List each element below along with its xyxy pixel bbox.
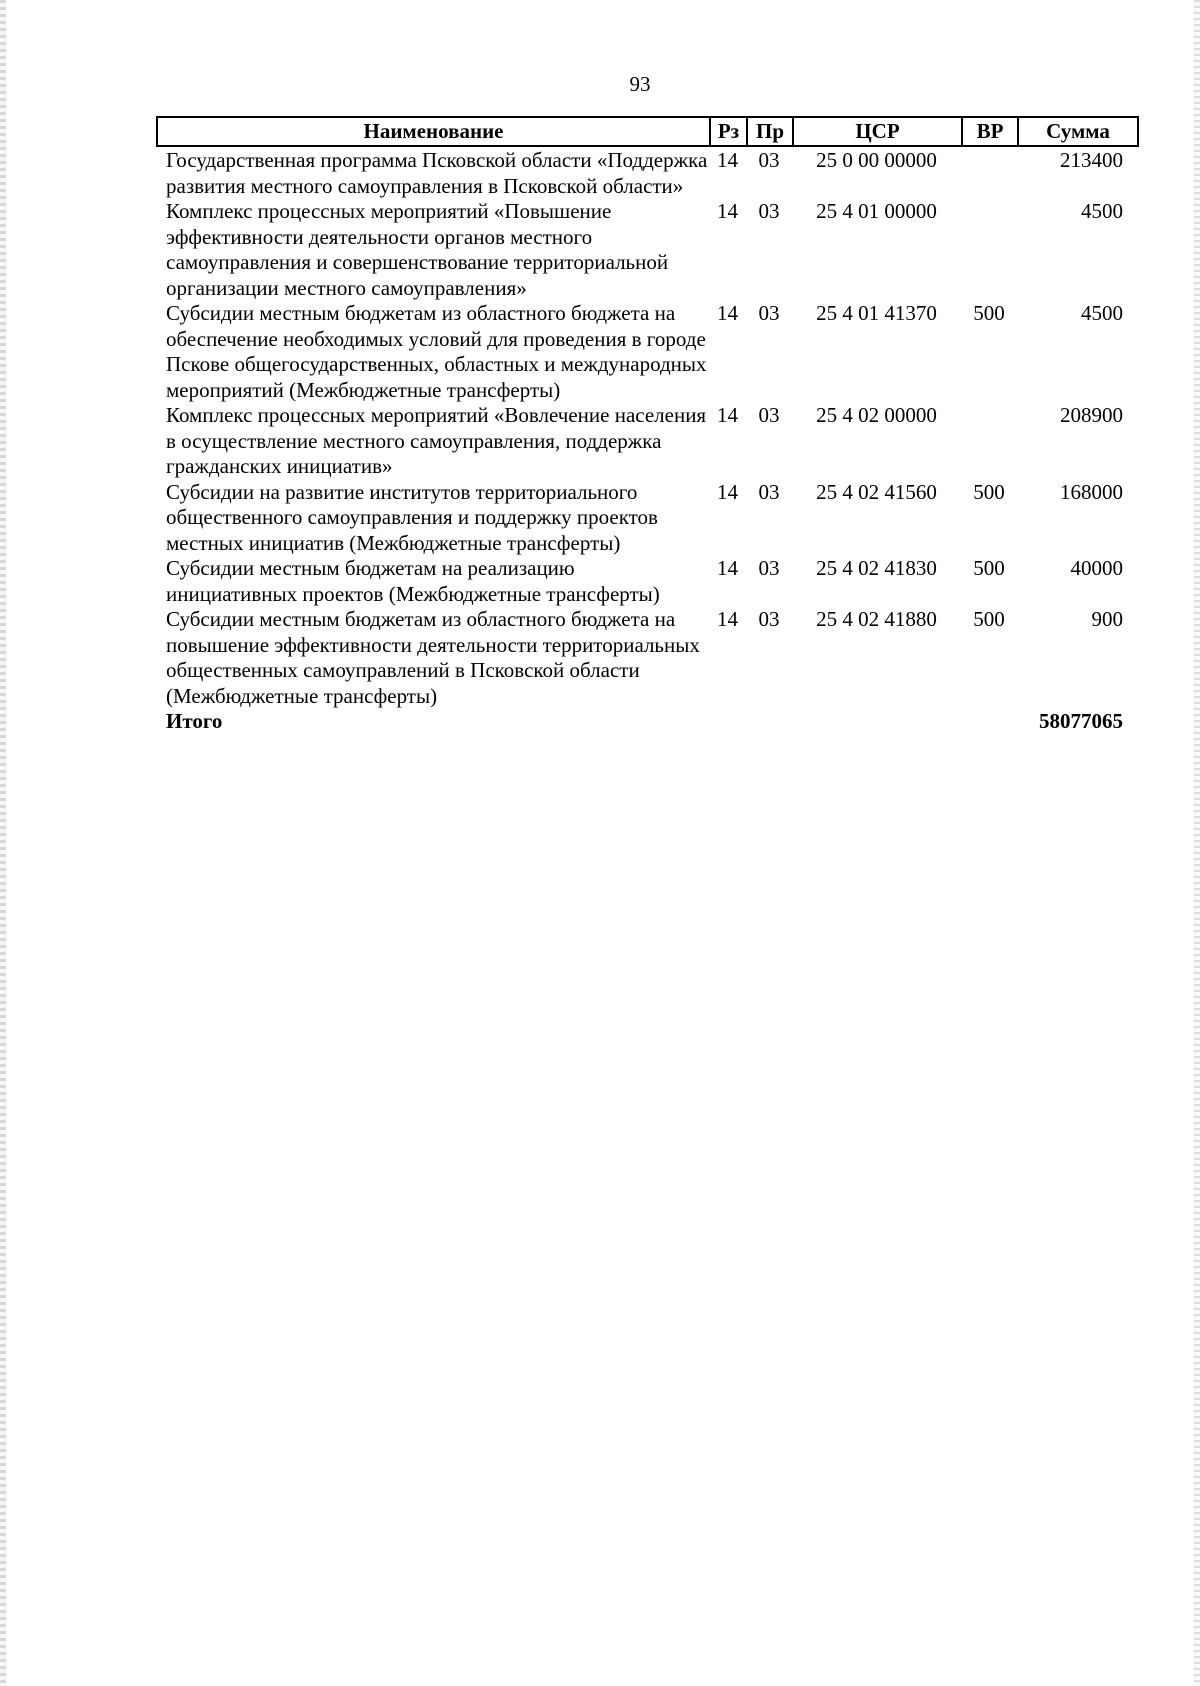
row-sum: 40000 [1070,556,1123,580]
page-number: 93 [629,72,651,96]
row-pr: 03 [758,301,780,325]
table-row [156,556,1137,607]
row-vr: 500 [973,301,1005,325]
table-header [156,116,1139,147]
table-row [156,480,1137,557]
row-pr: 03 [758,148,780,172]
total-label: Итого [166,709,223,733]
column-header-rz: Рз [710,117,747,146]
column-header-pr: Пр [747,117,793,146]
table-row [156,301,1137,403]
row-name: Субсидии на развитие институтов территориального общественного самоуправления и поддержку проектов местных инициатив (Межбюджетные трансферты) [166,479,658,555]
row-csr: 25 0 00 00000 [816,148,937,172]
total-row [156,709,1137,735]
row-name: Субсидии местным бюджетам из областного бюджета на повышение эффективности деятельности территориальных общественных самоуправлений в Псковской области (Межбюджетные трансферты) [166,607,700,708]
row-rz: 14 [717,148,738,172]
row-rz: 14 [717,199,738,223]
row-name: Субсидии местным бюджетам из областного бюджета на обеспечение необходимых условий для проведения в городе Пскове общегосударственных, областных и международных мероприятий (Межбюджетные трансферты) [166,301,707,402]
table-row [156,148,1137,199]
row-vr [961,148,1017,199]
row-sum: 900 [1091,607,1123,631]
row-rz: 14 [717,479,738,504]
column-header-sum: Сумма [1018,117,1138,146]
scan-edge-left [0,0,6,1686]
row-csr: 25 4 01 41370 [816,301,937,325]
row-csr: 25 4 02 00000 [816,403,937,427]
budget-table [156,148,1137,735]
row-pr: 03 [758,556,780,580]
table-row [156,403,1137,480]
column-header-csr: ЦСР [793,117,962,146]
row-sum: 4500 [1081,301,1123,325]
row-pr: 03 [758,607,780,631]
row-rz: 14 [717,301,738,325]
row-vr: 500 [973,479,1005,504]
table-body [156,148,1137,735]
row-csr: 25 4 02 41830 [816,556,937,580]
row-csr: 25 4 01 00000 [816,199,937,223]
row-csr: 25 4 02 41560 [816,479,937,504]
row-vr: 500 [973,556,1005,580]
row-sum: 208900 [1060,403,1123,427]
row-sum: 213400 [1060,148,1123,172]
row-vr [961,403,1017,480]
row-csr: 25 4 02 41880 [816,607,937,631]
column-header-name: Наименование [157,117,710,146]
column-header-vr: ВР [962,117,1018,146]
row-pr: 03 [758,403,780,427]
row-name: Субсидии местным бюджетам на реализацию инициативных проектов (Межбюджетные трансферты) [166,556,660,606]
row-pr: 03 [758,199,780,223]
scan-edge-right [1194,0,1200,1686]
table-row [156,199,1137,301]
row-name: Комплекс процессных мероприятий «Повышение эффективности деятельности органов местного самоуправления и совершенствование территориальной организации местного самоуправления» [166,199,669,300]
row-name: Комплекс процессных мероприятий «Вовлечение населения в осуществление местного самоуправления, поддержка гражданских инициатив» [166,403,707,478]
row-rz: 14 [717,556,738,580]
row-vr [961,199,1017,301]
row-rz: 14 [717,403,738,427]
row-pr: 03 [758,479,780,504]
table-row [156,607,1137,709]
row-rz: 14 [717,607,738,631]
total-sum: 58077065 [1039,709,1123,733]
row-name: Государственная программа Псковской области «Поддержка развития местного самоуправления в Псковской области» [166,148,708,198]
row-sum: 4500 [1081,199,1123,223]
row-sum: 168000 [1060,479,1123,504]
row-vr: 500 [973,607,1005,631]
